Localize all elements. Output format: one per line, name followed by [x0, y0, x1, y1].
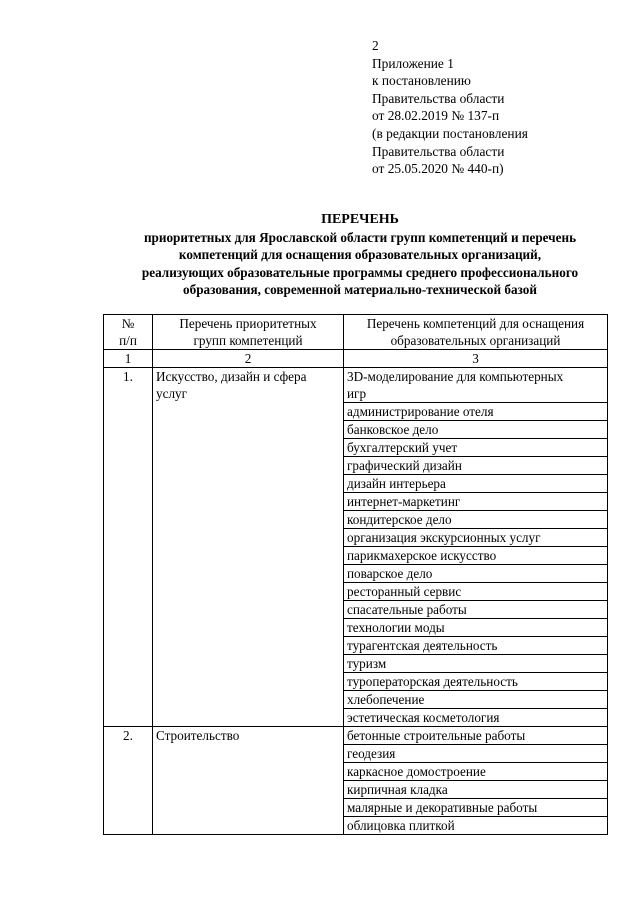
competency-cell: эстетическая косметология	[344, 709, 608, 727]
appendix-line: Приложение 1	[372, 55, 454, 71]
appendix-line: к постановлению	[372, 73, 471, 89]
header-cell-groups: Перечень приоритетных групп компетенций	[153, 315, 344, 350]
group-name: Искусство, дизайн и сфера услуг	[153, 368, 344, 727]
appendix-line: от 25.05.2020 № 440-п)	[372, 161, 504, 177]
appendix-line: (в редакции постановления	[372, 125, 528, 141]
competency-cell: бухгалтерский учет	[344, 439, 608, 457]
competency-cell: бетонные строительные работы	[344, 727, 608, 745]
competency-cell: технологии моды	[344, 619, 608, 637]
competency-cell: облицовка плиткой	[344, 817, 608, 835]
competency-cell: туроператорская деятельность	[344, 673, 608, 691]
appendix-header	[372, 37, 528, 178]
title-subline: компетенций для оснащения образовательных организаций,	[178, 247, 542, 263]
competency-cell: дизайн интерьера	[344, 475, 608, 493]
competency-cell: туризм	[344, 655, 608, 673]
competency-cell: малярные и декоративные работы	[344, 799, 608, 817]
competency-cell: кирпичная кладка	[344, 781, 608, 799]
column-number: 3	[344, 350, 608, 368]
appendix-line: Правительства области	[372, 143, 505, 159]
competency-cell: банковское дело	[344, 421, 608, 439]
group-number: 2.	[104, 727, 153, 835]
appendix-line: от 28.02.2019 № 137-п	[372, 108, 500, 124]
header-cell-competencies: Перечень компетенций для оснащения образовательных организаций	[344, 315, 608, 350]
competency-cell: геодезия	[344, 745, 608, 763]
title-subline: реализующих образовательные программы среднего профессионального	[141, 264, 579, 280]
document-title	[100, 211, 620, 299]
competency-cell: каркасное домостроение	[344, 763, 608, 781]
column-number-row	[104, 350, 608, 368]
competency-cell: ресторанный сервис	[344, 583, 608, 601]
competency-cell: турагентская деятельность	[344, 637, 608, 655]
title-main: ПЕРЕЧЕНЬ	[321, 212, 399, 227]
competency-cell: парикмахерское искусство	[344, 547, 608, 565]
page-number: 2	[372, 38, 379, 53]
group-name: Строительство	[153, 727, 344, 835]
competency-cell: спасательные работы	[344, 601, 608, 619]
appendix-line: Правительства области	[372, 90, 505, 106]
table-header-row	[104, 315, 608, 350]
header-cell-number: № п/п	[104, 315, 153, 350]
competency-cell: администрирование отеля	[344, 403, 608, 421]
group-number: 1.	[104, 368, 153, 727]
competencies-table	[103, 314, 608, 835]
competency-cell: поварское дело	[344, 565, 608, 583]
column-number: 1	[104, 350, 153, 368]
competency-cell: интернет-маркетинг	[344, 493, 608, 511]
title-subline: приоритетных для Ярославской области групп компетенций и перечень	[143, 230, 577, 245]
title-subline: образования, современной материально-технической базой	[183, 282, 537, 298]
column-number: 2	[153, 350, 344, 368]
competency-cell: 3D-моделирование для компьютерных игр	[344, 368, 608, 403]
table-row	[104, 727, 608, 745]
table-row	[104, 368, 608, 403]
competency-cell: хлебопечение	[344, 691, 608, 709]
competency-cell: графический дизайн	[344, 457, 608, 475]
competency-cell: организация экскурсионных услуг	[344, 529, 608, 547]
competency-cell: кондитерское дело	[344, 511, 608, 529]
